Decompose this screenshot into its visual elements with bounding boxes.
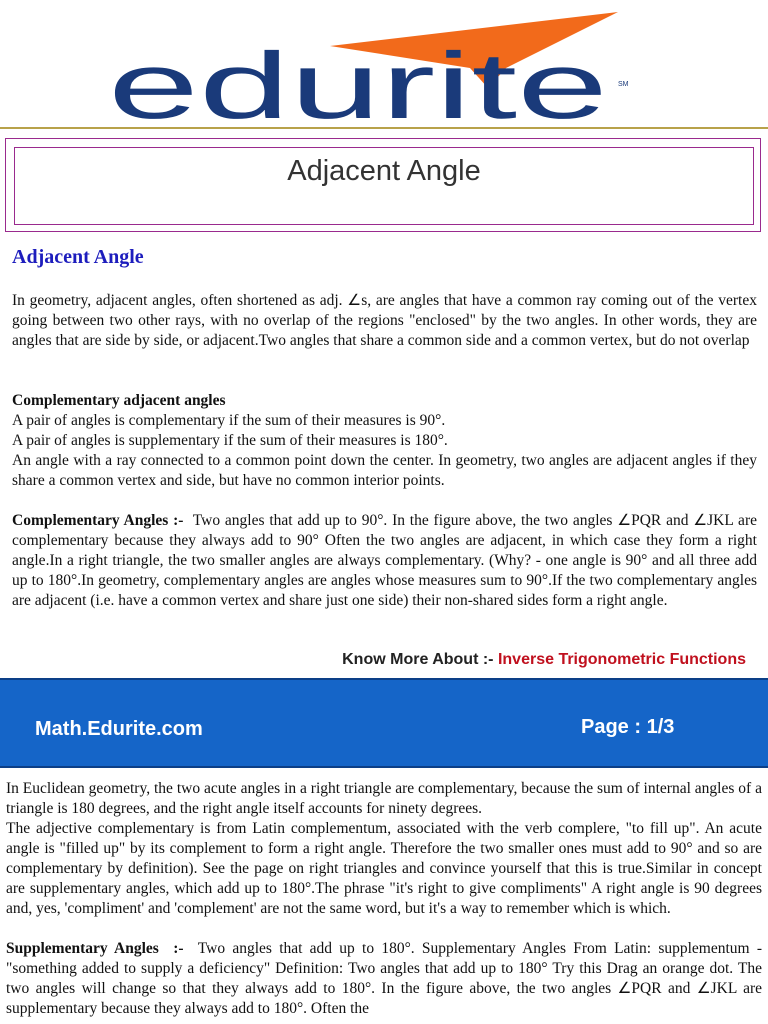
logo-wordmark: edurite bbox=[108, 33, 608, 124]
complementary-angles-label: Complementary Angles :- bbox=[12, 512, 184, 529]
page-title: Adjacent Angle bbox=[287, 155, 481, 187]
complementary-definition: A pair of angles is complementary if the sum of their measures is 90°. bbox=[12, 412, 446, 429]
section-heading: Adjacent Angle bbox=[12, 246, 144, 268]
know-more-label: Know More About :- bbox=[342, 651, 498, 668]
intro-paragraph bbox=[12, 291, 757, 351]
supplementary-angles-label: Supplementary Angles :- bbox=[6, 940, 184, 957]
complementary-angles-text: Two angles that add up to 90°. In the figure above, the two angles ∠PQR and ∠JKL are complementary because they always add to 90° Often the two angles are adjacent, in which case they form a right angle.In a right triangle, the two smaller angles are always complementary. (Why? - one angle is 90° and all three add up to 180°.In geometry, complementary angles are angles whose measures sum to 90°.If the two complementary angles are adjacent (i.e. have a common vertex and share just one side) their non-shared sides form a right angle. bbox=[12, 512, 761, 609]
edurite-logo bbox=[108, 6, 648, 124]
page2-paragraph-2: The adjective complementary is from Latin complementum, associated with the verb complere, "to fill up". An acute angle is "filled up" by its complement to form a right angle. Therefore the two smaller ones must add to 90° and so are complementary by definition). See the page on right triangles and convince yourself that this is true.Similar in concept are supplementary angles, which add up to 180°.The phrase "it's right to give compliments" A right angle is 90 degrees and, yes, 'compliment' and 'complement' are not the same word, but it's a way to remember which is which. bbox=[6, 820, 762, 917]
logo-service-mark: SM bbox=[618, 81, 629, 88]
page2-paragraph-1: In Euclidean geometry, the two acute angles in a right triangle are complementary, because the sum of internal angles of a triangle is 180 degrees, and the right angle itself accounts for ninety degrees. bbox=[6, 780, 762, 817]
adjacent-description: An angle with a ray connected to a common point down the center. In geometry, two angles are adjacent angles if they share a common vertex and side, but have no common interior points. bbox=[12, 452, 757, 489]
supplementary-angles-paragraph bbox=[6, 939, 766, 1019]
page2-content bbox=[6, 779, 766, 1019]
supplementary-definition: A pair of angles is supplementary if the sum of their measures is 180°. bbox=[12, 432, 448, 449]
edurite-logo-graphic bbox=[108, 6, 648, 124]
header-divider bbox=[0, 127, 768, 129]
complementary-angles-section bbox=[12, 511, 761, 611]
complementary-adjacent-heading: Complementary adjacent angles bbox=[12, 392, 226, 409]
supplementary-angles-text: Two angles that add up to 180°. Supplementary Angles From Latin: supplementum - "something added to supply a deficiency" Definition: Two angles that add up to 180° Try this Drag an orange dot. The two angles will change so that they always add to 180°. In the figure above, the two angles ∠PQR and ∠JKL are supplementary because they always add to 180°. Often the bbox=[6, 940, 766, 1017]
complementary-angles-paragraph bbox=[12, 511, 761, 611]
complementary-adjacent-section bbox=[12, 391, 757, 491]
page-indicator: Page : 1/3 bbox=[581, 716, 675, 738]
footer-site-link[interactable]: Math.Edurite.com bbox=[35, 718, 203, 740]
intro-text: In geometry, adjacent angles, often shortened as adj. ∠s, are angles that have a common ray coming out of the vertex going between two other rays, with no overlap of the regions "enclosed" by the two angles. In other words, they are angles that are side by side, or adjacent.Two angles that share a common side and a common vertex, but do not overlap bbox=[12, 292, 757, 349]
know-more bbox=[342, 651, 746, 669]
know-more-link[interactable]: Inverse Trigonometric Functions bbox=[497, 651, 746, 668]
